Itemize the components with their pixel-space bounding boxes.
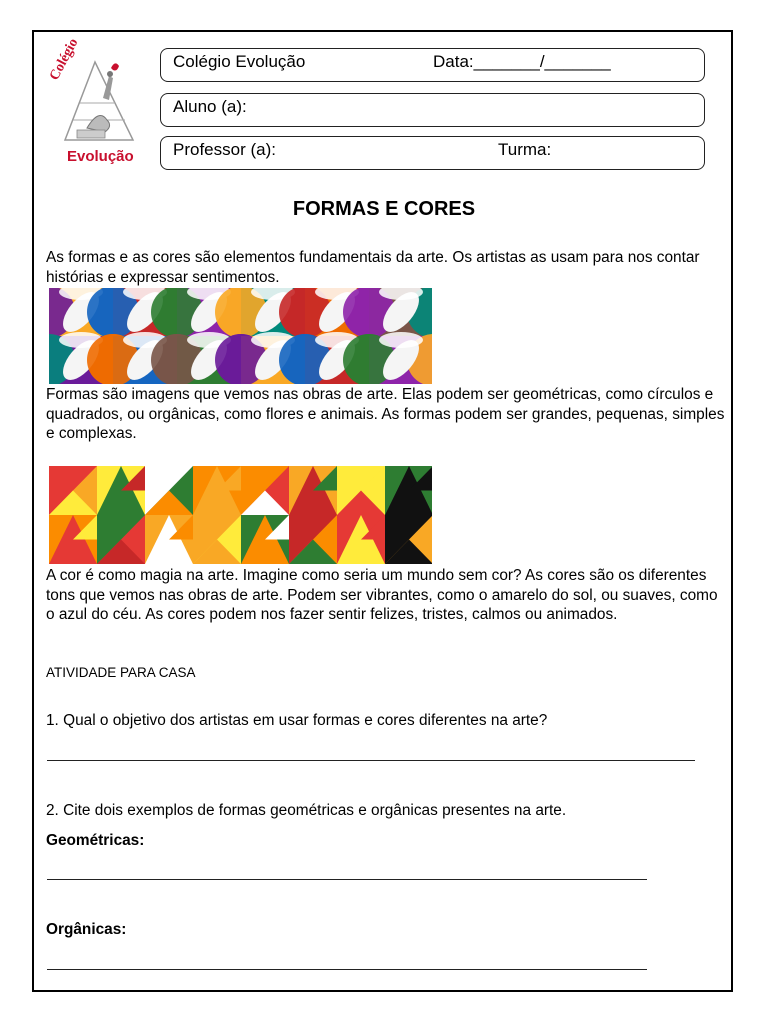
header-school-box: [160, 48, 705, 82]
student-label: Aluno (a):: [173, 97, 247, 116]
colors-artwork-image: [49, 466, 432, 564]
logo-top-word: Colégio: [47, 36, 82, 84]
header-teacher-box: [160, 136, 705, 170]
page-title: FORMAS E CORES: [292, 198, 476, 220]
class-label[interactable]: Turma:: [498, 140, 552, 159]
header-student-box[interactable]: [160, 93, 705, 127]
organic-label: Orgânicas:: [46, 921, 127, 938]
school-logo: [47, 36, 145, 168]
colors-paragraph: A cor é como magia na arte. Imagine como seria um mundo sem cor? As cores são os diferentes tons que vemos nas obras de arte. Podem ser vibrantes, como o amarelo do sol, ou suaves, como o azul do céu. As cores podem nos fazer sentir felizes, tristes, calmos ou animados.: [46, 567, 718, 623]
shapes-paragraph: Formas são imagens que vemos nas obras de arte. Elas podem ser geométricas, como círculos e quadrados, ou orgânicas, como flores e animais. As formas podem ser grandes, pequenas, simples e complexas.: [46, 386, 725, 442]
school-name: Colégio Evolução: [173, 52, 306, 71]
question-1: 1. Qual o objetivo dos artistas em usar formas e cores diferentes na arte?: [46, 712, 548, 729]
logo-bottom-word: Evolução: [67, 148, 134, 165]
activity-heading: ATIVIDADE PARA CASA: [46, 665, 196, 680]
answer-line-1[interactable]: [47, 760, 695, 761]
geometric-label: Geométricas:: [46, 832, 145, 849]
pyramid-statue-icon: [47, 48, 145, 148]
shapes-artwork-image: [49, 288, 432, 384]
date-field[interactable]: Data:_______/_______: [433, 52, 611, 71]
question-2: 2. Cite dois exemplos de formas geométricas e orgânicas presentes na arte.: [46, 802, 567, 819]
answer-line-geometric[interactable]: [47, 879, 647, 880]
teacher-label[interactable]: Professor (a):: [173, 140, 276, 159]
intro-paragraph: As formas e as cores são elementos fundamentais da arte. Os artistas as usam para nos contar histórias e expressar sentimentos.: [46, 249, 700, 286]
answer-line-organic[interactable]: [47, 969, 647, 970]
